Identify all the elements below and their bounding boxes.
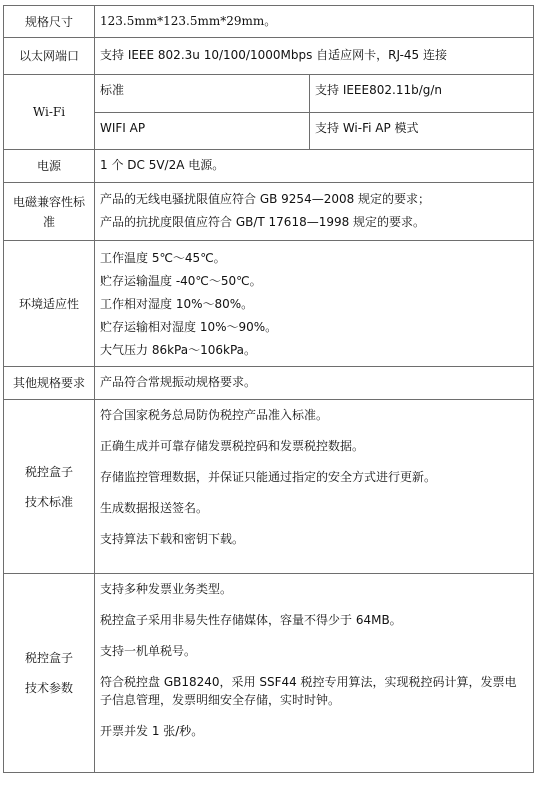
value-size: 123.5mm*123.5mm*29mm。 bbox=[95, 6, 534, 38]
value-power: 1 个 DC 5V/2A 电源。 bbox=[95, 150, 534, 183]
label-wifi: Wi-Fi bbox=[4, 75, 95, 150]
label-tax-standard bbox=[4, 400, 95, 574]
table-row-size bbox=[4, 6, 534, 38]
label-tax-standard-line1: 税控盒子 bbox=[24, 464, 73, 479]
emc-line: 产品的抗扰度限值应符合 GB/T 17618—1998 规定的要求。 bbox=[100, 215, 426, 229]
table-row-tax-standard bbox=[4, 400, 534, 574]
tax-params-line: 开票并发 1 张/秒。 bbox=[100, 724, 204, 738]
table-row-tax-params bbox=[4, 574, 534, 773]
env-line: 贮存运输相对湿度 10%～90%。 bbox=[100, 320, 278, 334]
tax-params-line: 支持多种发票业务类型。 bbox=[100, 582, 233, 596]
table-row-wifi-standard bbox=[4, 75, 534, 113]
value-other: 产品符合常规振动规格要求。 bbox=[95, 367, 534, 400]
label-tax-params-line1: 税控盒子 bbox=[24, 651, 73, 665]
table-row-ethernet bbox=[4, 38, 534, 75]
label-emc-line1: 电磁兼容性标 bbox=[12, 194, 85, 209]
value-ethernet: 支持 IEEE 802.3u 10/100/1000Mbps 自适应网卡，RJ-45 连接 bbox=[95, 38, 534, 75]
label-emc bbox=[4, 183, 95, 241]
table-row-power bbox=[4, 150, 534, 183]
label-size: 规格尺寸 bbox=[4, 6, 95, 38]
label-power: 电源 bbox=[4, 150, 95, 183]
table-row-other bbox=[4, 367, 534, 400]
value-env bbox=[95, 241, 534, 367]
wifi-ap-label: WIFI AP bbox=[95, 113, 310, 150]
tax-standard-line: 符合国家税务总局防伪税控产品准入标准。 bbox=[100, 408, 329, 422]
wifi-standard-value: 支持 IEEE802.11b/g/n bbox=[310, 75, 534, 113]
spec-table bbox=[3, 5, 534, 773]
table-row-env bbox=[4, 241, 534, 367]
env-line: 大气压力 86kPa～106kPa。 bbox=[100, 343, 256, 357]
env-line: 工作温度 5℃～45℃。 bbox=[100, 251, 226, 265]
tax-standard-line: 生成数据报送签名。 bbox=[100, 501, 209, 515]
label-other: 其他规格要求 bbox=[4, 367, 95, 400]
env-line: 工作相对湿度 10%～80%。 bbox=[100, 297, 254, 311]
label-tax-params-line2: 技术参数 bbox=[24, 681, 73, 695]
env-line: 贮存运输温度 -40℃～50℃。 bbox=[100, 274, 262, 288]
tax-params-line: 税控盒子采用非易失性存储媒体，容量不得少于 64MB。 bbox=[100, 613, 402, 627]
emc-line: 产品的无线电骚扰限值应符合 GB 9254—2008 规定的要求； bbox=[100, 192, 431, 206]
tax-params-line: 支持一机单税号。 bbox=[100, 644, 197, 658]
label-emc-line2: 准 bbox=[42, 214, 55, 229]
tax-standard-line: 支持算法下载和密钥下载。 bbox=[100, 532, 245, 546]
value-emc bbox=[95, 183, 534, 241]
label-env: 环境适应性 bbox=[4, 241, 95, 367]
label-ethernet: 以太网端口 bbox=[4, 38, 95, 75]
tax-standard-line: 正确生成并可靠存储发票税控码和发票税控数据。 bbox=[100, 439, 365, 453]
table-row-emc bbox=[4, 183, 534, 241]
wifi-ap-value: 支持 Wi-Fi AP 模式 bbox=[310, 113, 534, 150]
label-tax-standard-line2: 技术标准 bbox=[24, 494, 73, 509]
tax-standard-line: 存储监控管理数据，并保证只能通过指定的安全方式进行更新。 bbox=[100, 470, 437, 484]
label-tax-params bbox=[4, 574, 95, 773]
tax-params-line: 符合税控盘 GB18240，采用 SSF44 税控专用算法，实现税控码计算，发票电子信息管理，发票明细安全存储，实时时钟。 bbox=[100, 675, 517, 707]
wifi-standard-label: 标准 bbox=[95, 75, 310, 113]
value-tax-params bbox=[95, 574, 534, 773]
value-tax-standard bbox=[95, 400, 534, 574]
